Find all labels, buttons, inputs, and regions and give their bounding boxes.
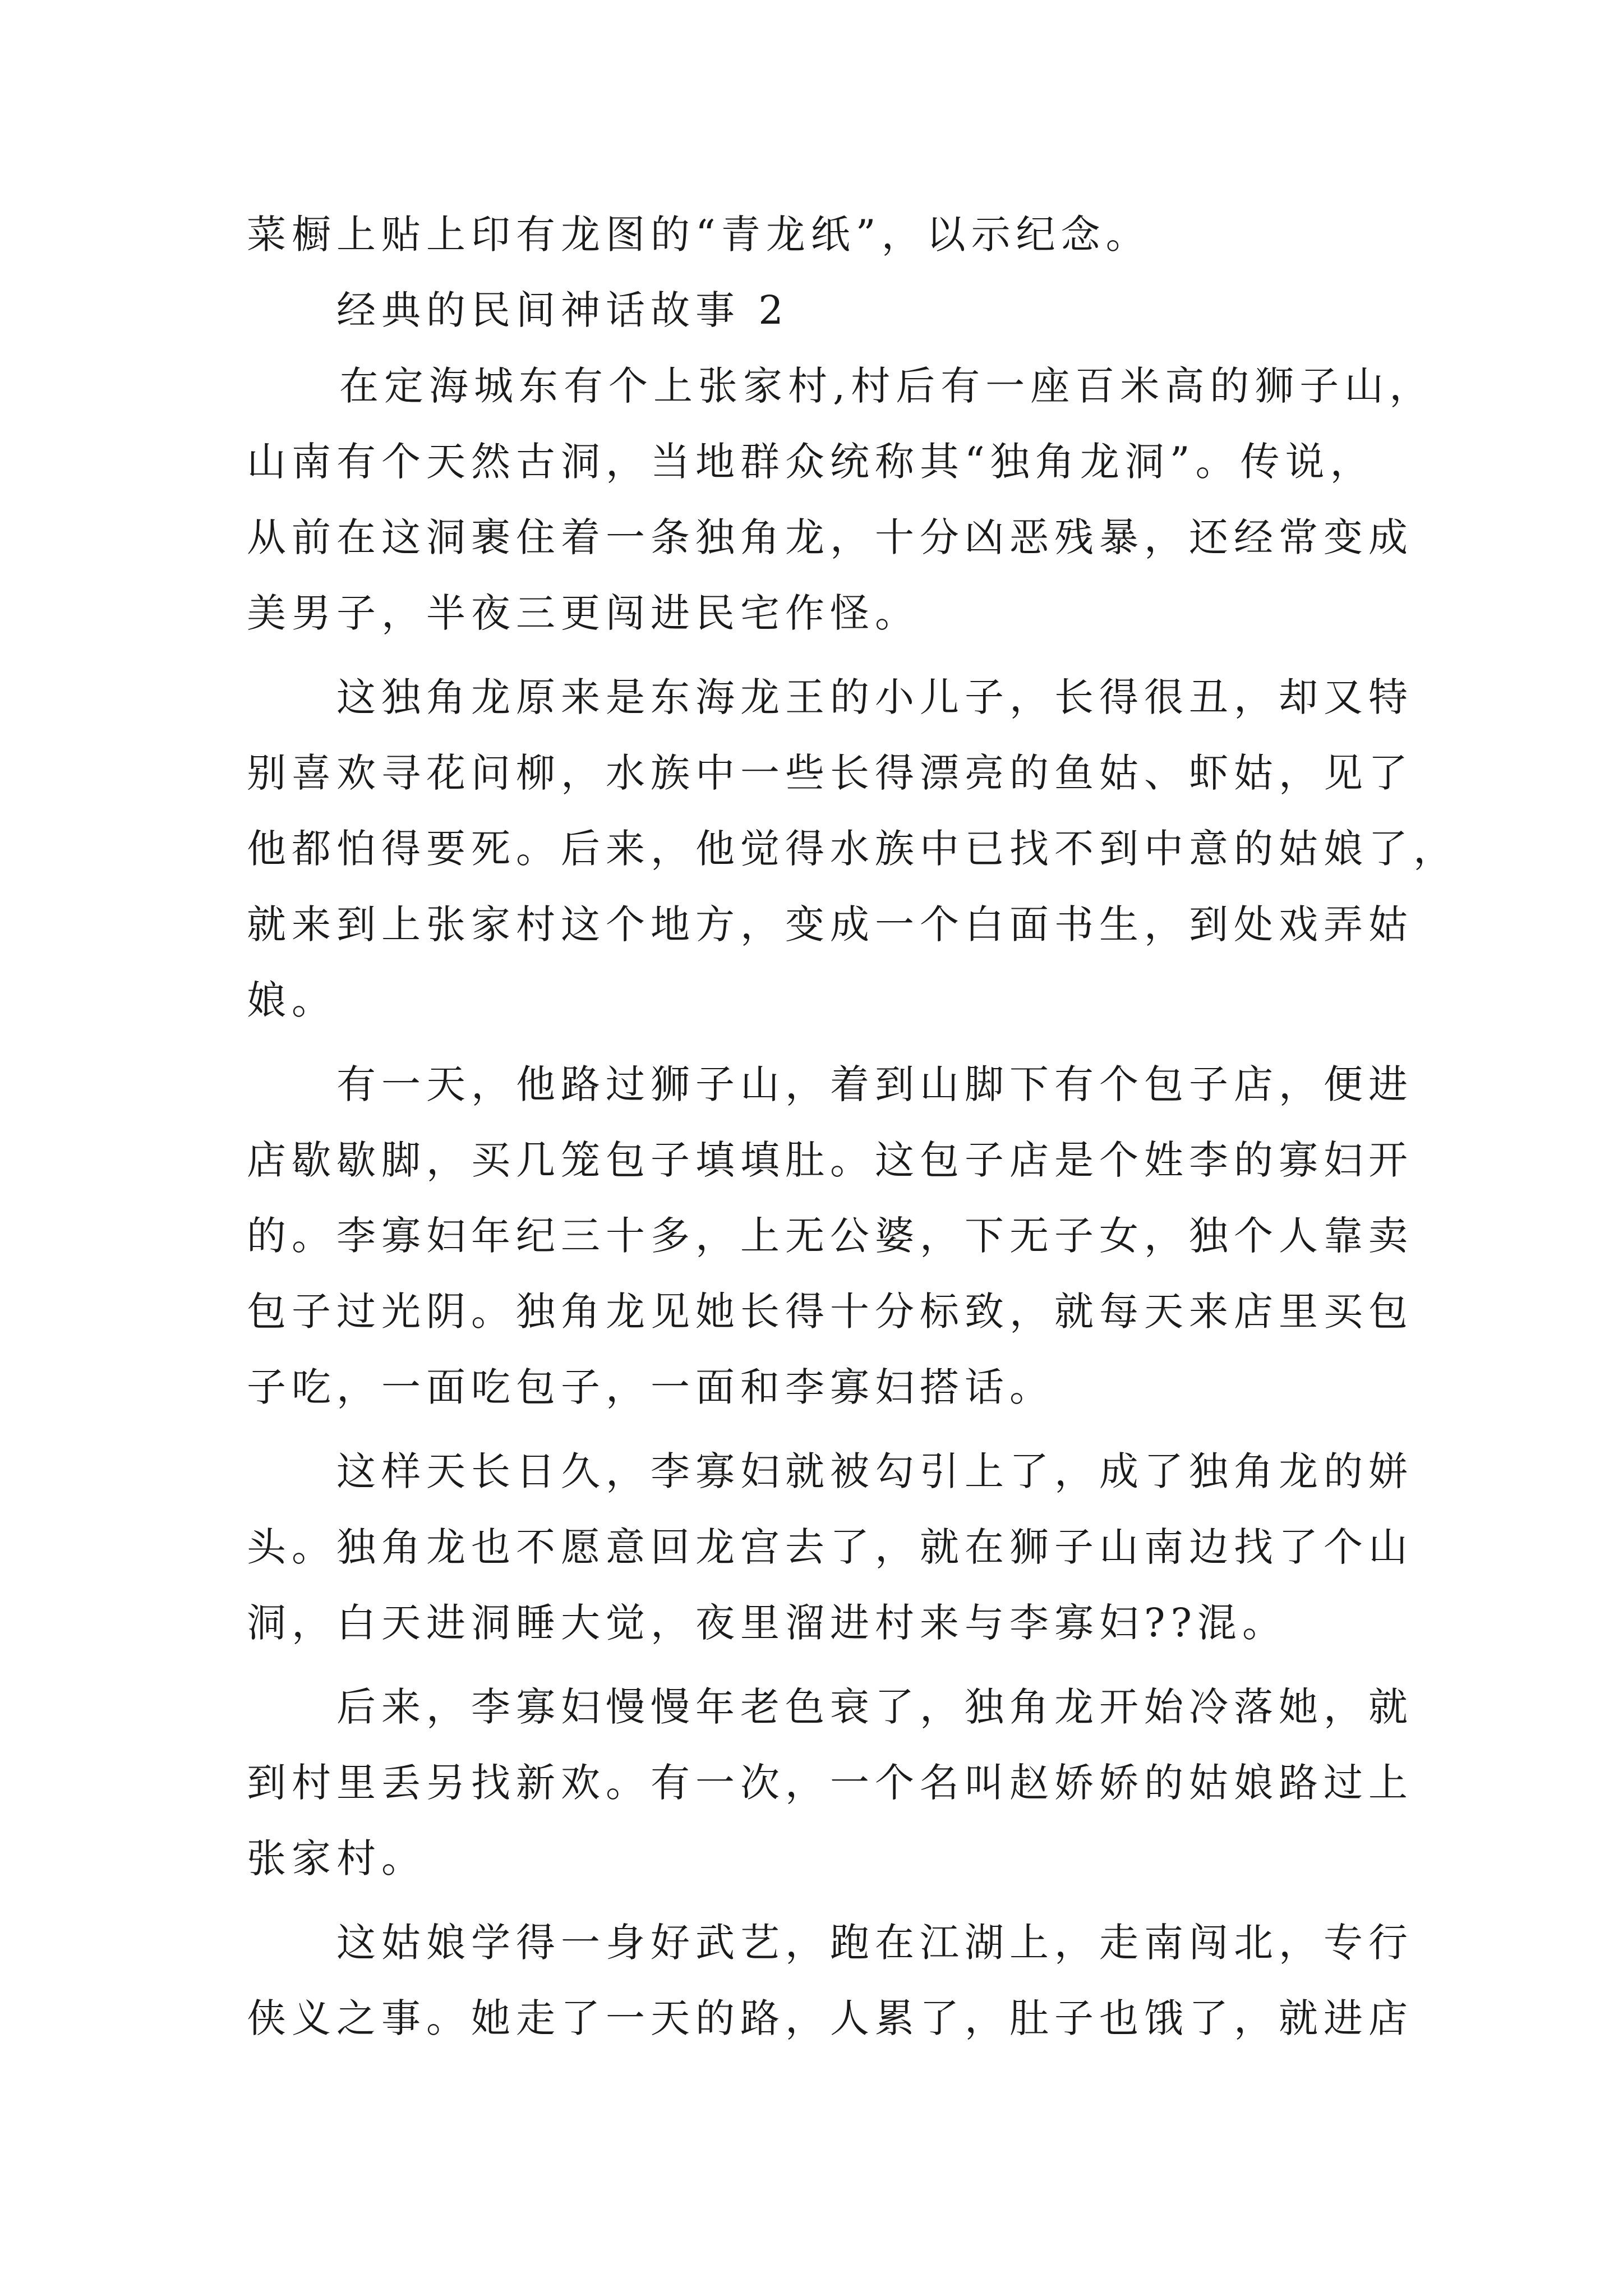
paragraph-line: 从前在这洞裹住着一条独角龙，十分凶恶残暴，还经常变成 (247, 514, 1413, 560)
paragraph-line: 这样天长日久，李寡妇就被勾引上了，成了独角龙的姘 (336, 1448, 1413, 1494)
paragraph-line: 别喜欢寻花问柳，水族中一些长得漂亮的鱼姑、虾姑，见了 (247, 750, 1413, 796)
paragraph-line: 洞，白天进洞睡大觉，夜里溜进村来与李寡妇??混。 (247, 1600, 1288, 1646)
paragraph-line: 美男子，半夜三更闯进民宅作怪。 (247, 590, 920, 636)
paragraph-line: 就来到上张家村这个地方，变成一个白面书生，到处戏弄姑 (247, 901, 1413, 947)
paragraph-line: 后来，李寡妇慢慢年老色衰了，独角龙开始冷落她，就 (336, 1684, 1413, 1730)
paragraph-line: 侠义之事。她走了一天的路，人累了，肚子也饿了，就进店 (247, 1995, 1413, 2041)
paragraph-line: 的。李寡妇年纪三十多，上无公婆，下无子女，独个人靠卖 (247, 1213, 1413, 1259)
paragraph-line: 这姑娘学得一身好武艺，跑在江湖上，走南闯北，专行 (336, 1920, 1413, 1966)
paragraph-line: 店歇歇脚，买几笼包子填填肚。这包子店是个姓李的寡妇开 (247, 1137, 1413, 1183)
paragraph-line: 他都怕得要死。后来，他觉得水族中已找不到中意的姑娘了， (247, 826, 1458, 872)
paragraph-line: 到村里丢另找新欢。有一次，一个名叫赵娇娇的姑娘路过上 (247, 1760, 1413, 1806)
paragraph-line: 有一天，他路过狮子山，着到山脚下有个包子店，便进 (336, 1061, 1413, 1107)
text-line-1: 菜橱上贴上印有龙图的“青龙纸”，以示纪念。 (247, 211, 1151, 257)
paragraph-line: 娘。 (247, 977, 336, 1023)
paragraph-line: 子吃，一面吃包子，一面和李寡妇搭话。 (247, 1364, 1054, 1410)
paragraph-line: 山南有个天然古洞，当地群众统称其“独角龙洞”。传说， (247, 439, 1375, 485)
paragraph-line: 头。独角龙也不愿意回龙宫去了，就在狮子山南边找了个山 (247, 1524, 1413, 1570)
paragraph-line: 这独角龙原来是东海龙王的小儿子，长得很丑，却又特 (336, 674, 1413, 720)
paragraph-line: 在定海城东有个上张家村,村后有一座百米高的狮子山， (339, 363, 1435, 409)
paragraph-line: 张家村。 (247, 1835, 426, 1881)
paragraph-line: 包子过光阴。独角龙见她长得十分标致，就每天来店里买包 (247, 1289, 1413, 1335)
section-title: 经典的民间神话故事 2 (336, 287, 789, 333)
